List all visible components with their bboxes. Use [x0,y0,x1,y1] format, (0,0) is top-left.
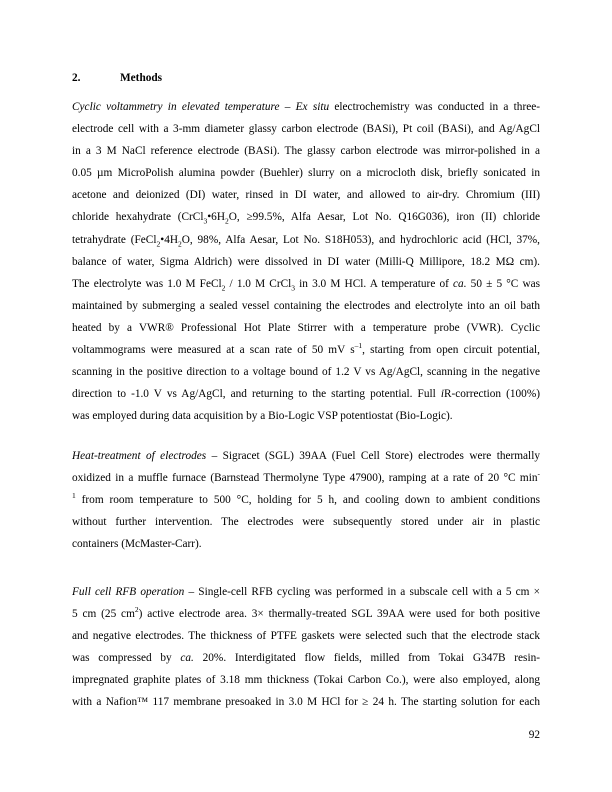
paragraph-line: Full cell RFB operation – Single-cell RFB cycling was performed in a subscale cell with a 5 cm × [72,586,540,598]
paragraph-line: maintained by submerging a sealed vessel containing the electrodes and electrolyte into an oil bath [72,299,540,312]
paragraph-line: was compressed by ca. 20%. Interdigitated flow fields, milled from Tokai G347B resin- [72,652,540,665]
paragraph-line: in a 3 M NaCl reference electrode (BASi). The glassy carbon electrode was mirror-polished in a [72,145,540,158]
paragraph-line: chloride hexahydrate ($CrCl_3•6H_2O$, ≥99.5%, Alfa Aesar, Lot No. Q16G036), iron (II) chloride [72,211,541,226]
paragraph-full-cell-rfb [72,581,540,714]
paragraph-line: and negative electrodes. The thickness of PTFE gaskets were selected such that the electrode stack [72,630,540,643]
paragraph-line: 0.05 µm MicroPolish alumina powder (Buehler) slurry on a microcloth disk, briefly sonicated in [72,167,540,180]
section-number: 2. [72,72,81,84]
paragraph-line: containers (McMaster-Carr). [72,538,202,551]
paragraph-line: impregnated graphite plates of 3.18 mm thickness (Tokai Carbon Co.), were also employed, along [72,674,540,687]
paragraph-line: oxidized in a muffle furnace (Barnstead Thermolyne Type 47900), ramping at a rate of 20 °C min- [72,469,540,485]
section-heading [72,71,162,85]
paragraph-line: balance of water, Sigma Aldrich) were dissolved in DI water (Milli-Q Millipore, 18.2 MΩ cm). [72,255,540,268]
paragraph-line: Heat-treatment of electrodes – Sigracet (SGL) 39AA (Fuel Cell Store) electrodes were thermally [72,450,540,462]
paragraph-line: 5 cm (25 $cm^2$) active electrode area. 3× thermally-treated SGL 39AA were used for both positive [72,605,540,621]
paragraph-line: without further intervention. The electrodes were subsequently stored under air in plastic [72,516,540,529]
paragraph-line: voltammograms were measured at a scan rate of 50 mV $s^{-1}$, starting from open circuit potential, [72,341,540,357]
paragraph-line: with a Nafion™ 117 membrane presoaked in 3.0 M HCl for ≥ 24 h. The starting solution for each [72,696,540,709]
paragraph-line: scanning in the positive direction to a voltage bound of 1.2 V vs Ag/AgCl, scanning in the negative [72,366,540,379]
paragraph-line: $^1$ from room temperature to 500 °C, holding for 5 h, and cooling down to ambient conditions [72,491,540,507]
paragraph-line: tetrahydrate ($FeCl_2•4H_2O$, 98%, Alfa Aesar, Lot No. S18H053), and hydrochloric acid (HCl, 37%, [72,233,540,248]
paragraph-cyclic-voltammetry [72,96,540,427]
paragraph-line: was employed during data acquisition by a Bio-Logic VSP potentiostat (Bio-Logic). [72,410,453,423]
paragraph-line: electrode cell with a 3-mm diameter glassy carbon electrode (BASi), Pt coil (BASi), and Ag/AgCl [72,123,540,136]
section-title: Methods [120,72,163,84]
paragraph-heat-treatment [72,445,540,555]
paragraph-line: Cyclic voltammetry in elevated temperature – Ex situ electrochemistry was conducted in a three- [72,101,541,113]
paragraph-line: The electrolyte was 1.0 M FeCl$_2$ / 1.0 M CrCl$_3$ in 3.0 M HCl. A temperature of ca. 50 ± 5 °C was [72,277,541,292]
paragraph-line: acetone and deionized (DI) water, rinsed in DI water, and allowed to air-dry. Chromium (III) [72,189,540,202]
paragraph-line: heated by a VWR® Professional Hot Plate Stirrer with a temperature probe (VWR). Cyclic [72,321,540,334]
page-number: 92 [528,729,540,741]
paragraph-line: direction to -1.0 V vs Ag/AgCl, and returning to the starting potential. Full iR-correction (100%) [72,388,540,401]
